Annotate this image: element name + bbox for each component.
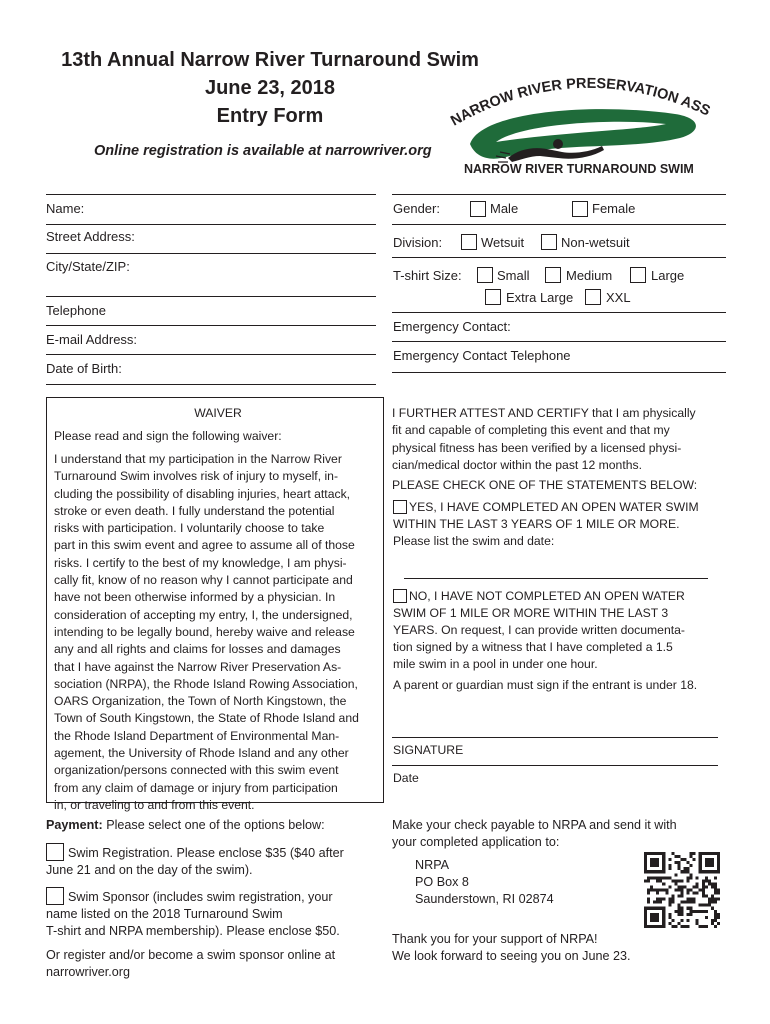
tshirt-xl-checkbox[interactable] <box>485 289 501 305</box>
yes-line-2: WITHIN THE LAST 3 YEARS OF 1 MILE OR MORE. <box>393 517 680 531</box>
date-line[interactable] <box>392 765 718 766</box>
telephone-label: Telephone <box>46 303 106 318</box>
waiver-line: Town of South Kingstown, the State of Rhode Island and <box>54 711 359 726</box>
tshirt-medium-checkbox[interactable] <box>545 267 561 283</box>
payment-instruction: Please select one of the options below: <box>106 818 325 832</box>
gender-male-label: Male <box>490 201 519 216</box>
gender-female-label: Female <box>592 201 636 216</box>
email-label: E-mail Address: <box>46 332 138 347</box>
tshirt-xxl-checkbox[interactable] <box>585 289 601 305</box>
no-line-4: tion signed by a witness that I have completed a 1.5 <box>393 640 673 654</box>
option2-line1: Swim Sponsor (includes swim registration, your <box>68 890 333 904</box>
option1-line1: Swim Registration. Please enclose $35 ($40 after <box>68 846 344 860</box>
waiver-line: organization/persons connected with this swim event <box>54 763 339 778</box>
no-line-2: SWIM OF 1 MILE OR MORE WITHIN THE LAST 3 <box>393 606 669 620</box>
option2-line2: name listed on the 2018 Turnaround Swim <box>46 907 283 921</box>
tshirt-xxl-label: XXL <box>606 290 631 305</box>
online-registration-note: Online registration is available at narrowriver.org <box>94 143 432 159</box>
swim-registration-checkbox[interactable] <box>46 843 64 861</box>
mailing-line2: your completed application to: <box>392 835 560 849</box>
no-open-water-checkbox[interactable] <box>393 589 407 603</box>
attest-line: fit and capable of completing this event and that my <box>392 423 670 438</box>
division-label: Division: <box>393 235 443 250</box>
gender-line <box>392 224 726 225</box>
waiver-line: in, or traveling to and from this event. <box>54 797 255 812</box>
attest-line: cian/medical doctor within the past 12 months. <box>392 457 642 472</box>
swim-date-line[interactable] <box>404 578 708 579</box>
waiver-line: Turnaround Swim involves risk of injury to myself, in- <box>54 469 339 484</box>
waiver-line: that I have against the Narrow River Preservation As- <box>54 659 342 674</box>
waiver-line: agement, the University of Rhode Island and any other <box>54 746 349 761</box>
no-line-5: mile swim in a pool in under one hour. <box>393 657 598 671</box>
dob-label: Date of Birth: <box>46 361 122 376</box>
payment-heading <box>46 817 325 834</box>
tshirt-large-label: Large <box>651 268 685 283</box>
logo-graphic <box>440 72 730 180</box>
emergency-contact-label: Emergency Contact: <box>393 319 511 334</box>
waiver-line: the Rhode Island Department of Environmental Man- <box>54 728 340 743</box>
thanks-line2: We look forward to seeing you on June 23. <box>392 949 631 963</box>
swim-sponsor-checkbox[interactable] <box>46 887 64 905</box>
payment-label: Payment: <box>46 818 103 832</box>
waiver-line: from any claim of damage or injury from participation <box>54 780 338 795</box>
qr-code-graphic <box>644 852 720 928</box>
division-nonwetsuit-checkbox[interactable] <box>541 234 557 250</box>
address-line-city: Saunderstown, RI 02874 <box>415 892 554 906</box>
emergency-contact-line[interactable] <box>392 341 726 342</box>
waiver-heading: WAIVER <box>194 406 242 420</box>
address-line-pobox: PO Box 8 <box>415 875 469 889</box>
waiver-line: risks. I certify to the best of my knowledge, I am physi- <box>54 555 347 570</box>
emergency-phone-line[interactable] <box>392 372 726 373</box>
thanks-line1: Thank you for your support of NRPA! <box>392 932 598 946</box>
tshirt-medium-label: Medium <box>566 268 613 283</box>
option2-line3: T-shirt and NRPA membership). Please enclose $50. <box>46 924 340 938</box>
date-label: Date <box>393 771 419 785</box>
city-line[interactable] <box>46 296 376 297</box>
gender-male-checkbox[interactable] <box>470 201 486 217</box>
yes-open-water-checkbox[interactable] <box>393 500 407 514</box>
waiver-line: sociation (NRPA), the Rhode Island Rowing Association, <box>54 676 358 691</box>
yes-line-1: YES, I HAVE COMPLETED AN OPEN WATER SWIM <box>409 500 699 514</box>
tshirt-label: T-shirt Size: <box>393 268 462 283</box>
division-nonwetsuit-label: Non-wetsuit <box>561 235 630 250</box>
waiver-line: have not been otherwise informed by a physician. In <box>54 590 336 605</box>
signature-label: SIGNATURE <box>393 743 464 757</box>
no-line-1: NO, I HAVE NOT COMPLETED AN OPEN WATER <box>409 589 685 603</box>
waiver-line: cally fit, know of no reason why I cannot participate and <box>54 573 353 588</box>
tshirt-small-checkbox[interactable] <box>477 267 493 283</box>
online-option-line1: Or register and/or become a swim sponsor online at <box>46 948 336 962</box>
gender-label: Gender: <box>393 201 440 216</box>
waiver-line: stroke or even death. I fully understand the potential <box>54 503 335 518</box>
form-title-date: June 23, 2018 <box>204 77 336 99</box>
waiver-intro: Please read and sign the following waiver: <box>54 429 282 443</box>
division-wetsuit-checkbox[interactable] <box>461 234 477 250</box>
waiver-text <box>54 451 382 814</box>
no-line-3: YEARS. On request, I can provide written documenta- <box>393 623 685 637</box>
waiver-line: intending to be legally bound, hereby waive and release <box>54 624 355 639</box>
nrpa-logo <box>440 72 730 180</box>
option1-line2: June 21 and on the day of the swim). <box>46 863 253 877</box>
gender-female-checkbox[interactable] <box>572 201 588 217</box>
yes-line-3: Please list the swim and date: <box>393 534 555 548</box>
attest-line: physical fitness has been verified by a licensed physi- <box>392 440 682 455</box>
address-line-org: NRPA <box>415 858 450 872</box>
street-label: Street Address: <box>46 229 135 244</box>
emergency-phone-label: Emergency Contact Telephone <box>393 348 571 363</box>
tshirt-large-checkbox[interactable] <box>630 267 646 283</box>
top-rule-right <box>392 194 726 195</box>
waiver-line: I understand that my participation in the Narrow River <box>54 452 342 466</box>
waiver-line: consideration of accepting my entry, I, the undersigned, <box>54 607 353 622</box>
river-swoosh <box>470 109 696 159</box>
online-option-line2: narrowriver.org <box>46 965 130 979</box>
waiver-line: risks with participation. I voluntarily choose to take <box>54 521 325 536</box>
waiver-line: OARS Organization, the Town of North Kingstown, the <box>54 694 347 709</box>
mailing-line1: Make your check payable to NRPA and send it with <box>392 818 677 832</box>
qr-code[interactable] <box>644 852 720 928</box>
tshirt-small-label: Small <box>497 268 530 283</box>
logo-org-name-path: NARROW RIVER PRESERVATION ASS <box>448 75 713 130</box>
division-wetsuit-label: Wetsuit <box>481 235 525 250</box>
name-label: Name: <box>46 201 85 216</box>
form-title-entry: Entry Form <box>216 105 324 127</box>
waiver-line: part in this swim event and agree to assume all of those <box>54 538 355 553</box>
attest-text <box>392 405 722 474</box>
city-state-zip-label: City/State/ZIP: <box>46 259 130 274</box>
logo-event-name: NARROW RIVER TURNAROUND SWIM <box>464 162 694 176</box>
waiver-line: any and all rights and claims for losses and damages <box>54 642 341 657</box>
guardian-note: A parent or guardian must sign if the entrant is under 18. <box>393 678 698 692</box>
tshirt-line <box>392 312 726 313</box>
telephone-line[interactable] <box>46 325 376 326</box>
top-rule-left <box>46 194 376 195</box>
name-line[interactable] <box>46 224 376 225</box>
dob-line[interactable] <box>46 384 376 385</box>
street-line[interactable] <box>46 253 376 254</box>
email-line[interactable] <box>46 354 376 355</box>
check-one-heading: PLEASE CHECK ONE OF THE STATEMENTS BELOW: <box>392 478 698 492</box>
division-line <box>392 257 726 258</box>
tshirt-xl-label: Extra Large <box>506 290 574 305</box>
form-title-line1: 13th Annual Narrow River Turnaround Swim <box>61 49 479 71</box>
signature-line[interactable] <box>392 737 718 738</box>
attest-line: I FURTHER ATTEST AND CERTIFY that I am physically <box>392 406 696 420</box>
waiver-line: cluding the possibility of disabling injuries, heart attack, <box>54 486 351 501</box>
